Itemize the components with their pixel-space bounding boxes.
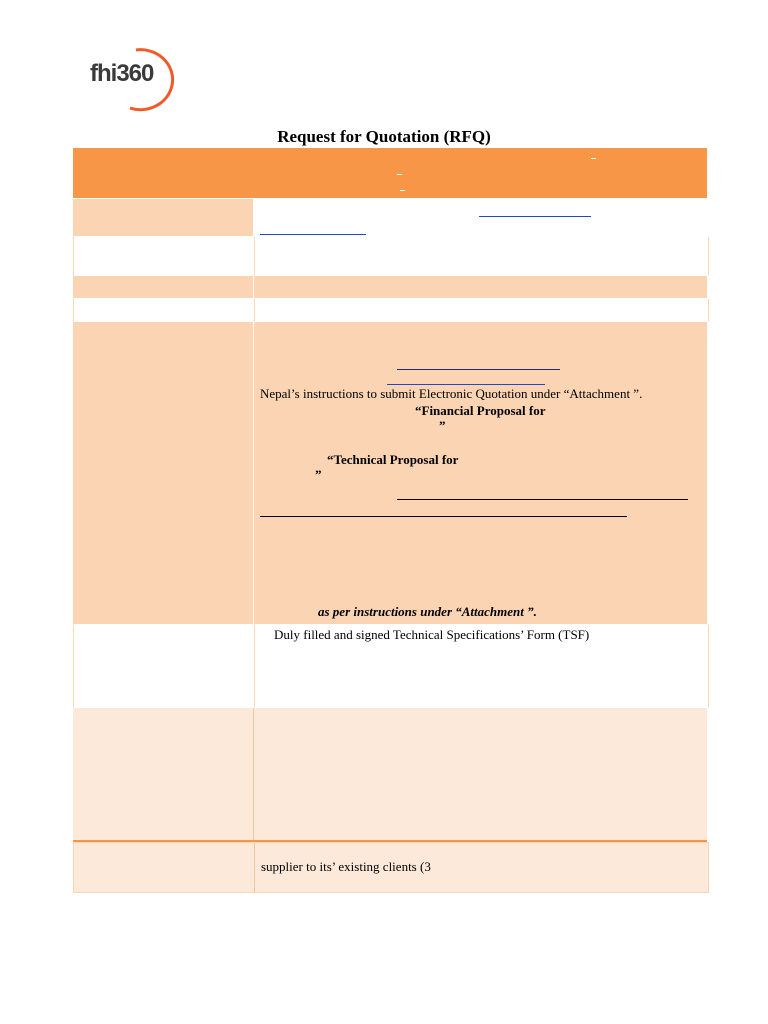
row-value-cell xyxy=(255,843,708,892)
row-value-cell xyxy=(254,276,707,298)
header-mark xyxy=(591,158,596,159)
table-row xyxy=(73,276,707,299)
email-link[interactable] xyxy=(479,216,591,217)
row-label-cell xyxy=(73,708,254,840)
table-row xyxy=(73,199,707,237)
table-row xyxy=(73,237,709,276)
logo-text: fhi360 xyxy=(90,60,154,87)
financial-proposal-title: “Financial Proposal for xyxy=(415,403,546,418)
row-value-cell xyxy=(254,199,707,236)
row-value-cell xyxy=(254,708,707,840)
row-label-cell xyxy=(74,237,255,275)
underline xyxy=(397,499,688,500)
instruction-text: Nepal’s instructions to submit Electronic Quotation under “Attachment ”. xyxy=(260,386,643,401)
row-value-cell xyxy=(255,299,708,321)
submission-link[interactable] xyxy=(397,369,560,370)
financial-proposal-close: ” xyxy=(439,418,446,433)
table-row xyxy=(73,299,709,322)
rfq-table xyxy=(73,148,707,893)
row-label-cell xyxy=(73,322,254,624)
row-label-cell xyxy=(74,843,255,892)
row-value-cell xyxy=(254,322,707,624)
instructions-link[interactable] xyxy=(387,384,545,385)
attachment-note: as per instructions under “Attachment ”. xyxy=(318,604,537,619)
row-label-cell xyxy=(73,276,254,298)
row-value-cell xyxy=(255,237,708,275)
page-title: Request for Quotation (RFQ) xyxy=(277,127,491,146)
clients-text: supplier to its’ existing clients (3 xyxy=(261,859,431,874)
table-header-row xyxy=(73,148,707,199)
email-link-continued[interactable] xyxy=(260,234,366,235)
row-label-cell xyxy=(73,199,254,236)
technical-proposal-title: “Technical Proposal for xyxy=(327,452,459,467)
fhi360-logo xyxy=(84,44,184,112)
tsf-text: Duly filled and signed Technical Specifications’ Form (TSF) xyxy=(274,627,590,642)
underline xyxy=(260,516,627,517)
table-row-clients xyxy=(73,842,709,893)
table-row xyxy=(73,708,707,842)
row-label-cell xyxy=(74,625,255,707)
row-value-cell xyxy=(255,625,708,707)
table-row-tsf xyxy=(73,625,709,708)
header-mark xyxy=(400,190,405,191)
header-mark xyxy=(397,174,402,175)
technical-proposal-close: ” xyxy=(315,467,322,482)
table-row-submission xyxy=(73,322,707,625)
row-label-cell xyxy=(74,299,255,321)
